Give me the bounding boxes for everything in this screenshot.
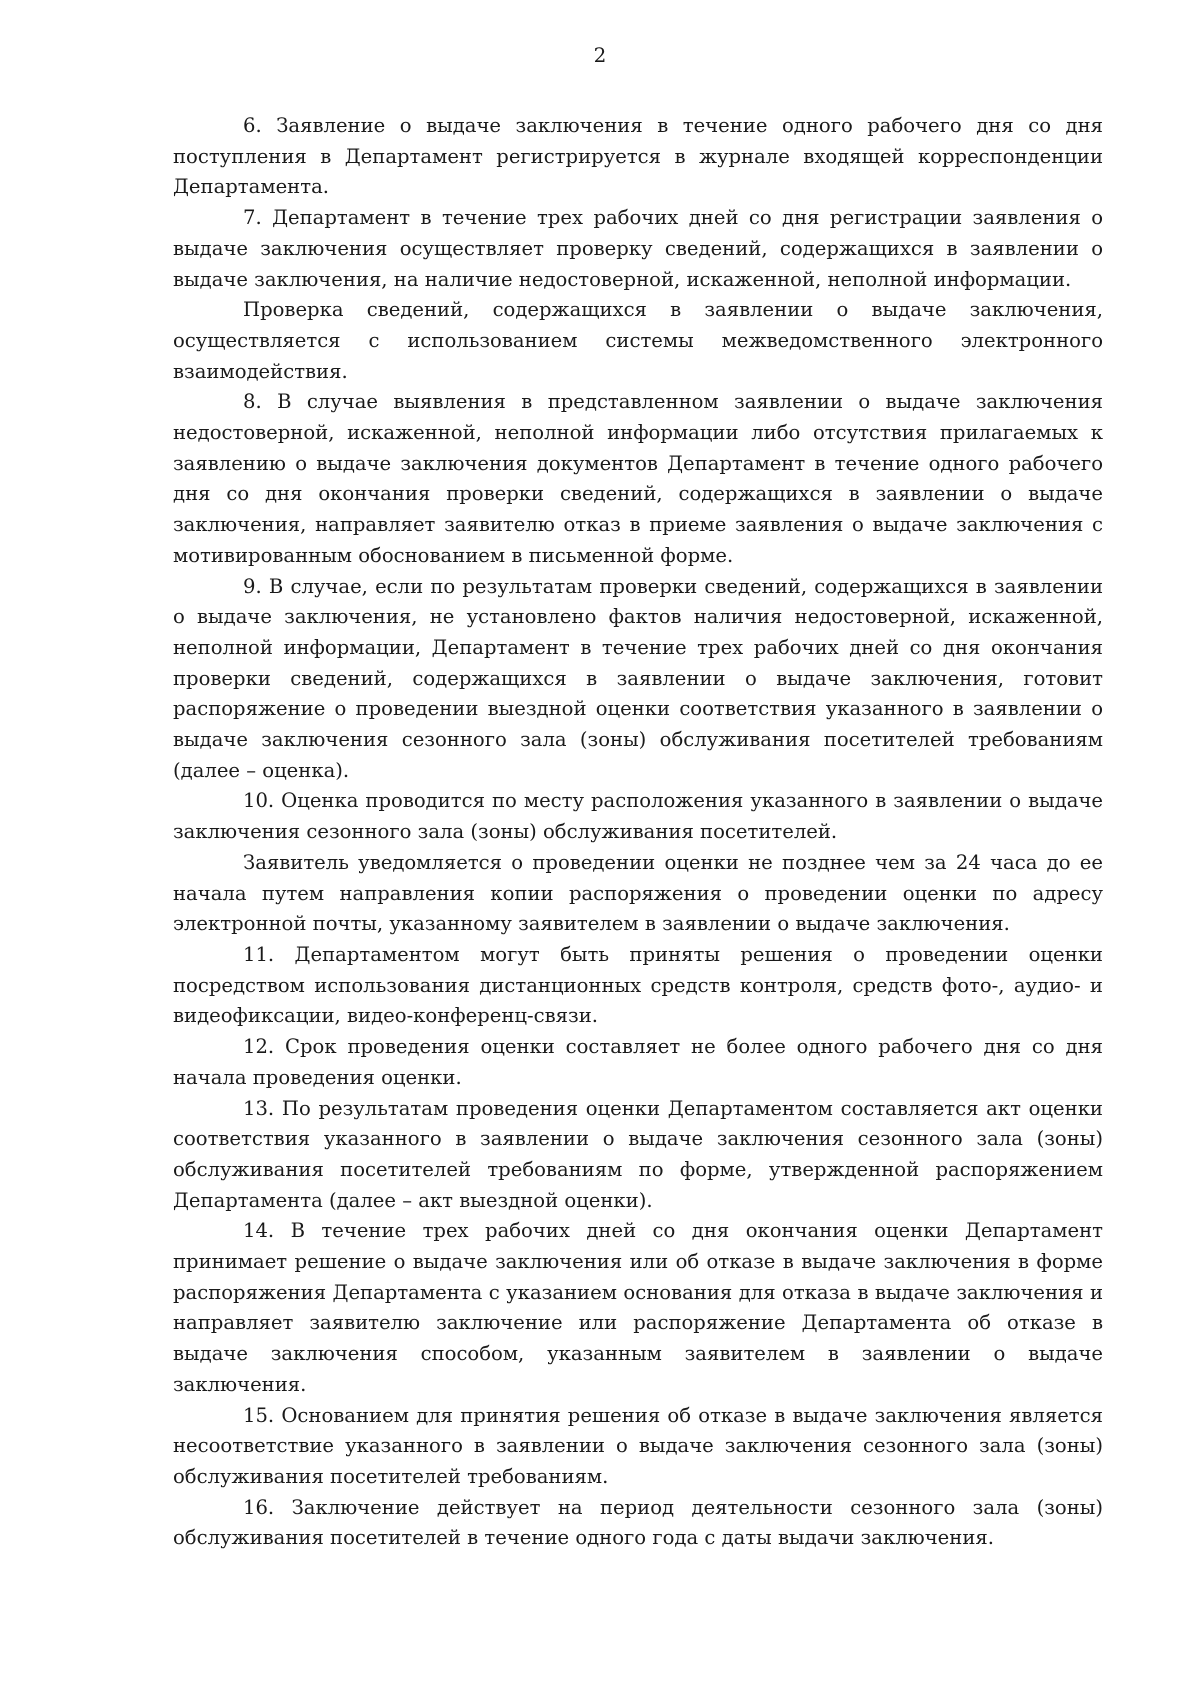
paragraph-item-12: 12. Срок проведения оценки составляет не более одного рабочего дня со дня начала проведения оценки.	[173, 1035, 1103, 1089]
paragraph-item-6: 6. Заявление о выдаче заключения в течение одного рабочего дня со дня поступления в Департамент регистрируется в журнале входящей корреспонденции Департамента.	[173, 114, 1103, 199]
paragraph-item-14: 14. В течение трех рабочих дней со дня окончания оценки Департамент принимает решение о выдаче заключения или об отказе в выдаче заключения в форме распоряжения Департамента с указанием основания для отказа в выдаче заключения и направляет заявителю заключение или распоряжение Департамента об отказе в выдаче заключения способом, указанным заявителем в заявлении о выдаче заключения.	[173, 1219, 1103, 1396]
page-number: 2	[593, 43, 607, 67]
paragraph-item-16: 16. Заключение действует на период деятельности сезонного зала (зоны) обслуживания посетителей в течение одного года с даты выдачи заключения.	[173, 1495, 1103, 1550]
paragraph-item-15: 15. Основанием для принятия решения об отказе в выдаче заключения является несоответствие указанного в заявлении о выдаче заключения сезонного зала (зоны) обслуживания посетителей требованиям.	[173, 1403, 1103, 1488]
paragraph-item-8: 8. В случае выявления в представленном заявлении о выдаче заключения недостоверной, искаженной, неполной информации либо отсутствия прилагаемых к заявлению о выдаче заключения документов Департамент в течение одного рабочего дня со дня окончания проверки сведений, содержащихся в заявлении о выдаче заключения, направляет заявителю отказ в приеме заявления о выдаче заключения с мотивированным обоснованием в письменной форме.	[173, 390, 1103, 567]
document-body	[173, 111, 1103, 1554]
paragraph-item-7: 7. Департамент в течение трех рабочих дней со дня регистрации заявления о выдаче заключения осуществляет проверку сведений, содержащихся в заявлении о выдаче заключения, на наличие недостоверной, искаженной, неполной информации.	[173, 206, 1103, 291]
paragraph-item-9: 9. В случае, если по результатам проверки сведений, содержащихся в заявлении о выдаче заключения, не установлено фактов наличия недостоверной, искаженной, неполной информации, Департамент в течение трех рабочих дней со дня окончания проверки сведений, содержащихся в заявлении о выдаче заключения, готовит распоряжение о проведении выездной оценки соответствия указанного в заявлении о выдаче заключения сезонного зала (зоны) обслуживания посетителей требованиям (далее – оценка).	[173, 574, 1103, 782]
paragraph-item-10-continuation: Заявитель уведомляется о проведении оценки не позднее чем за 24 часа до ее начала путем направления копии распоряжения о проведении оценки по адресу электронной почты, указанному заявителем в заявлении о выдаче заключения.	[173, 850, 1103, 936]
paragraph-item-11: 11. Департаментом могут быть приняты решения о проведении оценки посредством использования дистанционных средств контроля, средств фото-, аудио- и видеофиксации, видео-конференц-связи.	[173, 942, 1103, 1028]
paragraph-item-10: 10. Оценка проводится по месту расположения указанного в заявлении о выдаче заключения сезонного зала (зоны) обслуживания посетителей.	[173, 789, 1103, 844]
paragraph-item-7-continuation: Проверка сведений, содержащихся в заявлении о выдаче заключения, осуществляется с использованием системы межведомственного электронного взаимодействия.	[173, 298, 1103, 383]
paragraph-item-13: 13. По результатам проведения оценки Департаментом составляется акт оценки соответствия указанного в заявлении о выдаче заключения сезонного зала (зоны) обслуживания посетителей требованиям по форме, утвержденной распоряжением Департамента (далее – акт выездной оценки).	[173, 1096, 1103, 1212]
